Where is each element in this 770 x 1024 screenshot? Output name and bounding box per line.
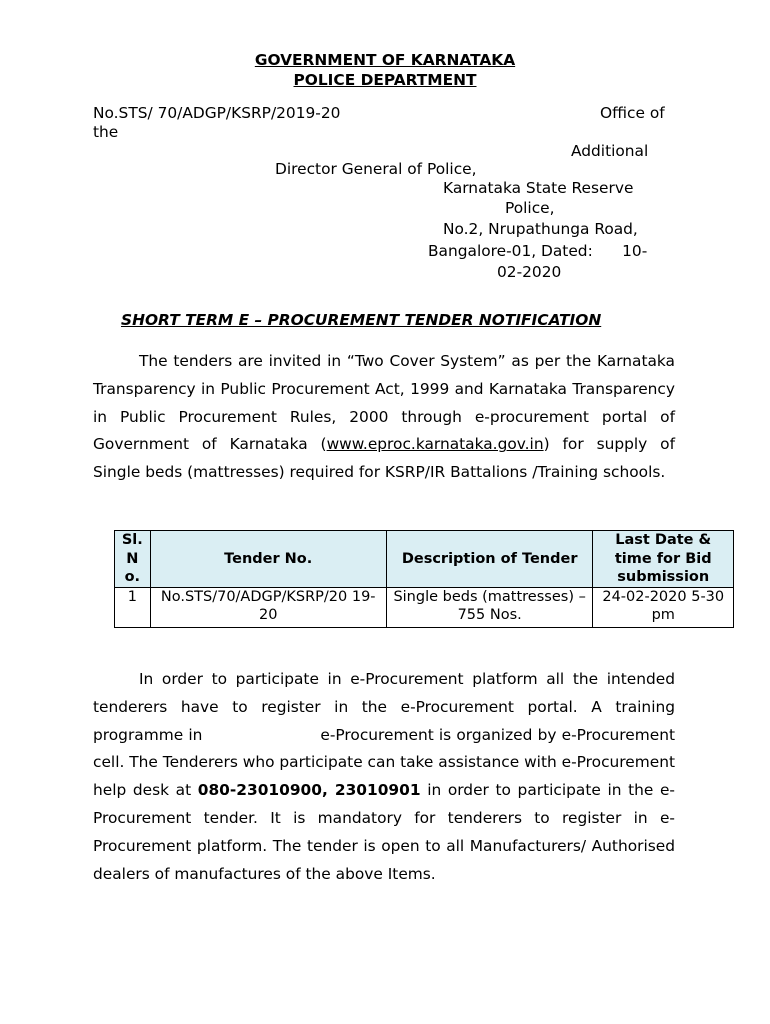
additional-text: Additional bbox=[571, 142, 649, 160]
cell-sl-no: 1 bbox=[115, 587, 151, 627]
heading-government: GOVERNMENT OF KARNATAKA bbox=[254, 51, 516, 69]
cell-last-date: 24-02-2020 5-30 pm bbox=[593, 587, 734, 627]
cell-tender-no: No.STS/70/ADGP/KSRP/20 19-20 bbox=[150, 587, 386, 627]
address-text: No.2, Nrupathunga Road, bbox=[443, 220, 638, 238]
office-of-text: Office of bbox=[600, 104, 665, 122]
paragraph-procurement bbox=[93, 666, 675, 888]
table-header-row bbox=[115, 531, 734, 588]
subject-title: SHORT TERM E – PROCUREMENT TENDER NOTIFICATION bbox=[121, 311, 602, 329]
the-text: the bbox=[93, 123, 119, 141]
col-header-tender-no: Tender No. bbox=[150, 531, 386, 588]
col-header-last-date: Last Date & time for Bid submission bbox=[593, 531, 734, 588]
paragraph-procurement-part2: e-Procurement is organized by e-Procurement cell. The Tenderers who participate can take assistance with e-Procurement help desk at bbox=[93, 725, 675, 800]
col-header-sl-no: Sl. N o. bbox=[115, 531, 151, 588]
eproc-link[interactable]: www.eproc.karnataka.gov.in bbox=[326, 435, 544, 454]
cell-description: Single beds (mattresses) –755 Nos. bbox=[386, 587, 593, 627]
paragraph-invitation bbox=[93, 348, 675, 487]
col-header-description: Description of Tender bbox=[386, 531, 593, 588]
table-row bbox=[115, 587, 734, 627]
director-text: Director General of Police, bbox=[275, 160, 477, 178]
reference-number: No.STS/ 70/ADGP/KSRP/2019-20 bbox=[93, 104, 341, 122]
police-text: Police, bbox=[505, 199, 555, 217]
tender-table bbox=[114, 530, 734, 628]
paragraph-invitation-text: The tenders are invited in “Two Cover System” as per the Karnataka Transparency in Public Procurement Act, 1999 and Karnataka Transparency in Public Procurement Rules, 2000 through e-procurement portal of Government of Karnataka ( bbox=[93, 352, 675, 454]
city-dated-text: Bangalore-01, Dated: 10- bbox=[428, 242, 648, 260]
heading-department: POLICE DEPARTMENT bbox=[293, 71, 477, 89]
helpdesk-phone: 080-23010900, 23010901 bbox=[197, 781, 421, 800]
paragraph-invitation-text-end: ) for supply of Single beds (mattresses) required for KSRP/IR Battalions /Training schools. bbox=[93, 435, 675, 482]
date-continued-text: 02-2020 bbox=[497, 263, 562, 281]
paragraph-procurement-part3: in order to participate in the e-Procurement tender. It is mandatory for tenderers to register in e-Procurement platform. The tender is open to all Manufacturers/ Authorised dealers of manufactures of the above Items. bbox=[93, 781, 675, 883]
organization-text: Karnataka State Reserve bbox=[443, 179, 634, 197]
paragraph-procurement-part1: In order to participate in e-Procurement platform all the intended tenderers have to register in the e-Procurement portal. A training programme in bbox=[93, 670, 675, 744]
